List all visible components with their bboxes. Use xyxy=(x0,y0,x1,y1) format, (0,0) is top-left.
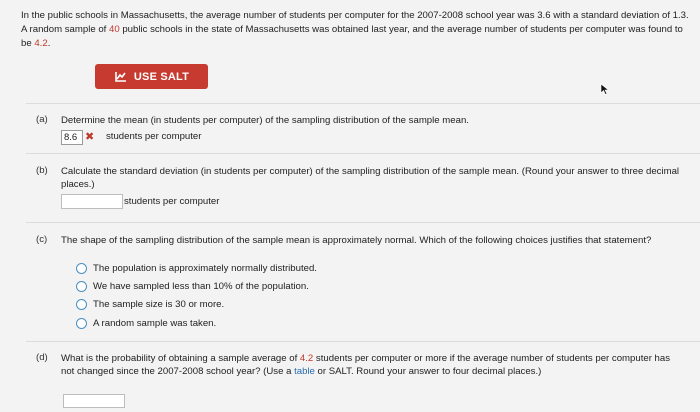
divider xyxy=(26,222,700,223)
part-c-letter: (c) xyxy=(36,234,48,245)
intro-text-2: public schools in the state of Massachusetts was obtained last year, and the average number of students per computer was found to be xyxy=(21,24,683,49)
radio-option-label: A random sample was taken. xyxy=(93,318,217,329)
part-d-question xyxy=(61,352,686,378)
divider xyxy=(26,341,700,342)
part-b-question: Calculate the standard deviation (in students per computer) of the sampling distribution of the sample mean. (Round your answer to three decimal places.) xyxy=(61,166,680,190)
radio-button[interactable] xyxy=(76,263,87,274)
part-c-question: The shape of the sampling distribution of the sample mean is approximately normal. Which of the following choices justifies that statement? xyxy=(61,235,652,246)
table-link[interactable]: table xyxy=(294,366,315,377)
radio-button[interactable] xyxy=(76,281,87,292)
sample-size-value: 40 xyxy=(109,24,120,35)
radio-option[interactable] xyxy=(76,281,309,292)
part-d-text-3: or SALT. Round your answer to four decimal places.) xyxy=(314,366,542,377)
radio-button[interactable] xyxy=(76,318,87,329)
intro-text-1: In the public schools in Massachusetts, the average number of students per computer for the 2007-2008 school year was 3.6 with a standard deviation of 1.3. A random sample of xyxy=(21,10,689,35)
part-b-unit: students per computer xyxy=(124,196,220,207)
radio-option-label: We have sampled less than 10% of the population. xyxy=(93,281,309,292)
part-b-letter: (b) xyxy=(36,165,48,176)
radio-option[interactable] xyxy=(76,299,224,310)
part-a-answer-input[interactable]: 8.6 xyxy=(61,130,83,145)
radio-option-label: The sample size is 30 or more. xyxy=(93,299,225,310)
divider xyxy=(26,103,700,104)
part-a-letter: (a) xyxy=(36,114,48,125)
part-d-value: 4.2 xyxy=(299,353,314,364)
divider xyxy=(26,153,700,154)
part-d-letter: (d) xyxy=(36,352,48,363)
problem-intro xyxy=(21,9,691,51)
radio-button[interactable] xyxy=(76,299,87,310)
intro-text-3: . xyxy=(47,38,51,49)
part-d-text-2: students per computer or more if the average number of students per computer has not changed since the 2007-2008 school year? (Use a xyxy=(61,353,671,377)
use-salt-button[interactable] xyxy=(95,64,208,89)
salt-calculator-icon xyxy=(114,71,128,83)
radio-option[interactable] xyxy=(76,318,216,329)
incorrect-x-icon: ✖ xyxy=(85,131,95,143)
sample-mean-value: 4.2 xyxy=(34,38,48,49)
part-d-text-1: What is the probability of obtaining a sample average of xyxy=(61,353,300,364)
part-d-answer-input[interactable] xyxy=(63,394,125,408)
radio-option[interactable] xyxy=(76,263,317,274)
part-a-unit: students per computer xyxy=(106,131,202,142)
part-b-answer-input[interactable] xyxy=(61,194,123,209)
use-salt-label: USE SALT xyxy=(133,70,190,83)
radio-option-label: The population is approximately normally distributed. xyxy=(93,263,317,274)
mouse-cursor-icon xyxy=(600,83,610,95)
part-a-question: Determine the mean (in students per computer) of the sampling distribution of the sample mean. xyxy=(61,115,469,126)
